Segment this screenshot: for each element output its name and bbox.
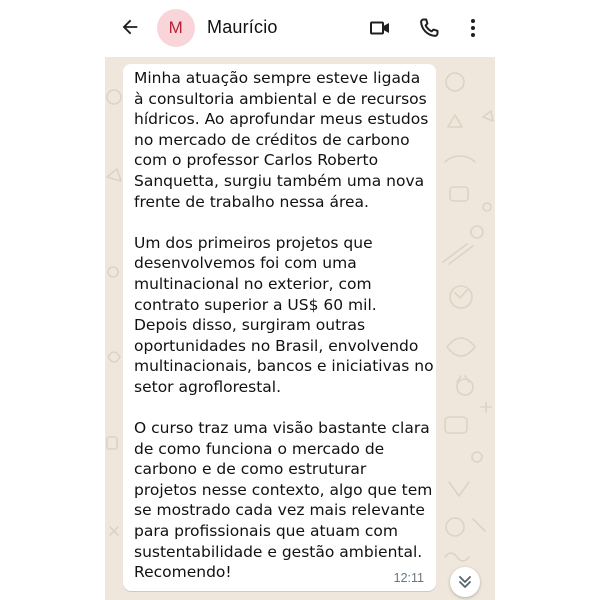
message-time: 12:11	[393, 571, 424, 585]
message-paragraph: Minha atuação sempre esteve ligada à consultoria ambiental e de recursos hídricos. Ao aprofundar meus estudos no mercado de créditos de carbono com o professor Carlos Roberto Sanquetta, surgiu também uma nova frente de trabalho nessa área.	[134, 69, 429, 211]
avatar-initial: M	[168, 18, 184, 37]
video-camera-icon[interactable]	[368, 16, 392, 40]
message-text	[134, 68, 434, 583]
arrow-left-icon[interactable]	[119, 16, 141, 38]
phone-icon[interactable]	[417, 16, 441, 40]
double-chevron-down-icon	[457, 574, 473, 590]
chat-header	[105, 0, 495, 57]
contact-name[interactable]: Maurício	[207, 17, 278, 37]
more-vertical-icon[interactable]	[461, 16, 485, 40]
chat-screen	[105, 0, 495, 600]
chat-area[interactable]	[105, 57, 495, 600]
message-paragraph: Um dos primeiros projetos que desenvolvemos foi com uma multinacional no exterior, com contrato superior a US$ 60 mil. Depois disso, surgiram outras oportunidades no Brasil, envolvendo multinacionais, bancos e iniciativas no setor agroflorestal.	[134, 233, 434, 396]
message-paragraph: O curso traz uma visão bastante clara de como funciona o mercado de carbono e de como estruturar projetos nesse contexto, algo que tem se mostrado cada vez mais relevante para profissionais que atuam com sustentabilidade e gestão ambiental. Recomendo!	[134, 419, 433, 582]
avatar[interactable]	[157, 9, 195, 47]
message-bubble[interactable]	[123, 64, 436, 591]
scroll-to-bottom-button[interactable]	[450, 567, 480, 597]
